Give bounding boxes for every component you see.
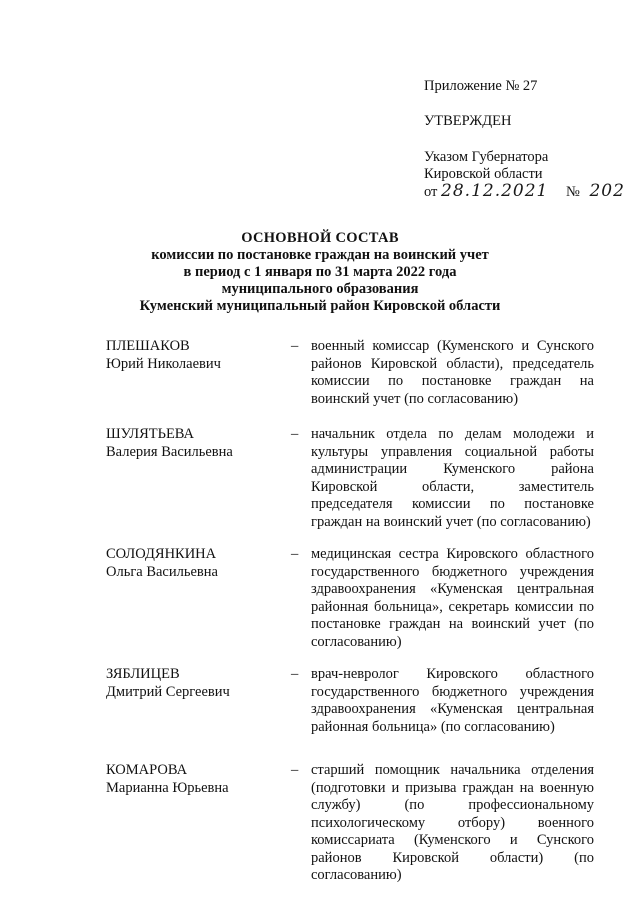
member-dash: –	[291, 426, 299, 442]
date-prefix: от	[424, 184, 438, 200]
member-name	[106, 666, 276, 701]
decree-line-1: Указом Губернатора	[424, 149, 549, 165]
handwritten-number: 202	[589, 181, 625, 201]
member-surname: ПЛЕШАКОВ	[106, 338, 190, 354]
appendix-number: Приложение № 27	[424, 78, 538, 94]
member-dash: –	[291, 546, 299, 562]
member-role: военный комиссар (Куменского и Сунского районов Кировской области), председатель комиссии по постановке граждан на воинский учет (по согласованию)	[311, 338, 594, 407]
approval-block	[424, 78, 624, 201]
member-surname: ШУЛЯТЬЕВА	[106, 426, 195, 442]
member-role: врач-невролог Кировского областного государственного бюджетного учреждения здравоохранения «Куменская центральная районная больница» (по согласованию)	[311, 666, 594, 735]
member-surname: ЗЯБЛИЦЕВ	[106, 666, 180, 682]
member-surname: СОЛОДЯНКИНА	[106, 546, 217, 562]
member-dash: –	[291, 762, 299, 778]
member-role: старший помощник начальника отделения (подготовки и призыва граждан на военную службу) (по профессиональному психологическому отбору) военного комиссариата (Куменского и Сунского районов Кировской области) (по согласованию)	[311, 762, 594, 883]
document-title	[0, 230, 640, 315]
member-given-names: Валерия Васильевна	[106, 443, 233, 460]
member-given-names: Ольга Васильевна	[106, 563, 218, 580]
member-name	[106, 338, 276, 373]
member-name	[106, 762, 276, 797]
member-name	[106, 426, 276, 461]
handwritten-date: 28.12.2021	[441, 181, 549, 201]
member-surname: КОМАРОВА	[106, 762, 188, 778]
title-line-2: в период с 1 января по 31 марта 2022 года	[183, 264, 457, 280]
member-given-names: Дмитрий Сергеевич	[106, 683, 230, 700]
member-given-names: Марианна Юрьевна	[106, 779, 229, 796]
member-role: начальник отдела по делам молодежи и культуры управления социальной работы администрации Куменского района Кировской области, заместитель председателя комиссии по постановке граждан на воинский учет (по согласованию)	[311, 426, 594, 530]
member-dash: –	[291, 666, 299, 682]
title-line-3: муниципального образования	[221, 281, 419, 297]
member-name	[106, 546, 276, 581]
decree-line-2: Кировской области	[424, 166, 543, 182]
decree-date-line	[424, 183, 624, 201]
title-main: ОСНОВНОЙ СОСТАВ	[241, 230, 399, 246]
approved-label: УТВЕРЖДЕН	[424, 113, 512, 129]
member-dash: –	[291, 338, 299, 354]
member-given-names: Юрий Николаевич	[106, 355, 221, 372]
member-role: медицинская сестра Кировского областного государственного бюджетного учреждения здравоохранения «Куменская центральная районная больница», секретарь комиссии по постановке граждан на воинский учет (по согласованию)	[311, 546, 594, 650]
title-line-4: Куменский муниципальный район Кировской области	[139, 298, 501, 314]
number-label: №	[566, 184, 580, 200]
title-line-1: комиссии по постановке граждан на воинский учет	[151, 247, 489, 263]
